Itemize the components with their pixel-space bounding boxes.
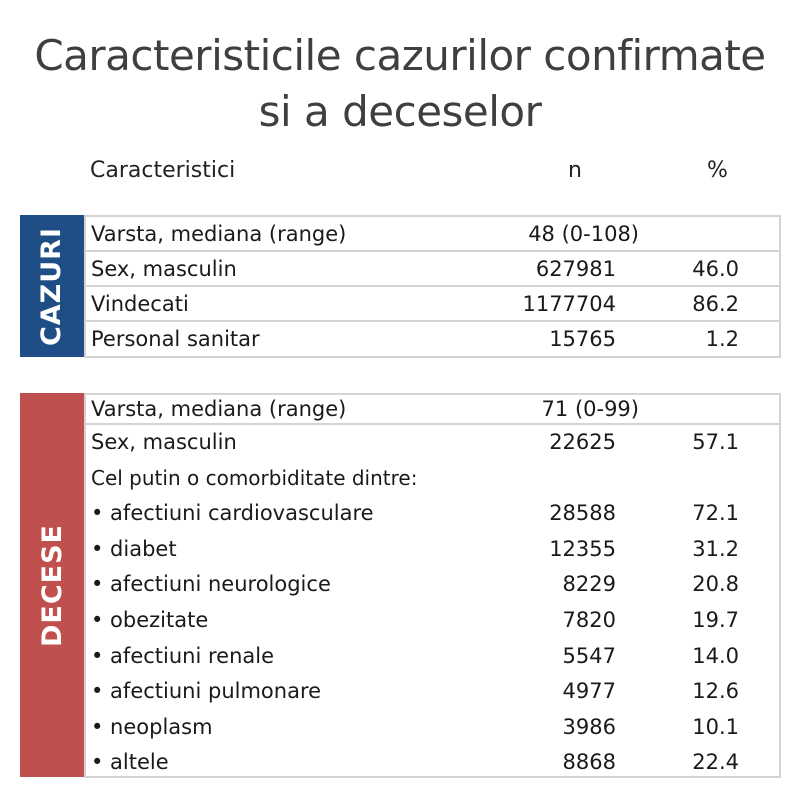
header-percent: % bbox=[707, 158, 728, 183]
row-label: Varsta, mediana (range) bbox=[91, 397, 347, 421]
row-n: 15765 bbox=[549, 327, 616, 351]
table-row bbox=[86, 745, 779, 781]
row-label: Personal sanitar bbox=[91, 327, 260, 351]
row-n: 3986 bbox=[562, 714, 616, 739]
table-decese bbox=[84, 393, 781, 778]
row-label: • afectiuni cardiovasculare bbox=[91, 501, 374, 526]
table-row bbox=[86, 217, 779, 252]
row-label: Varsta, mediana (range) bbox=[91, 222, 347, 246]
table-header bbox=[90, 154, 782, 190]
row-percent: 31.2 bbox=[692, 536, 739, 561]
table-row bbox=[86, 252, 779, 287]
row-label: Sex, masculin bbox=[91, 257, 237, 281]
table-row bbox=[86, 567, 779, 603]
table-row bbox=[86, 603, 779, 639]
row-percent: 46.0 bbox=[692, 257, 739, 281]
header-n: n bbox=[568, 158, 582, 183]
section-label-cazuri: CAZURI bbox=[36, 226, 68, 346]
row-n: 8229 bbox=[562, 572, 616, 597]
table-row bbox=[86, 674, 779, 710]
row-n: 627981 bbox=[535, 257, 616, 281]
row-percent: 57.1 bbox=[692, 430, 739, 454]
page-title bbox=[0, 28, 800, 140]
row-percent: 19.7 bbox=[692, 607, 739, 632]
row-label: • altele bbox=[91, 750, 169, 775]
row-n: 48 (0-108) bbox=[528, 222, 639, 246]
row-percent: 12.6 bbox=[692, 679, 739, 704]
row-label: • afectiuni renale bbox=[91, 643, 275, 668]
row-n: 5547 bbox=[562, 643, 616, 668]
row-label: • afectiuni neurologice bbox=[91, 572, 331, 597]
table-row bbox=[86, 287, 779, 322]
table-row bbox=[86, 461, 779, 497]
table-row bbox=[86, 710, 779, 746]
section-band-decese bbox=[20, 393, 84, 777]
row-n: 12355 bbox=[549, 536, 616, 561]
section-band-cazuri bbox=[20, 215, 84, 357]
row-n: 7820 bbox=[562, 607, 616, 632]
row-label: • afectiuni pulmonare bbox=[91, 679, 322, 704]
row-n: 4977 bbox=[562, 679, 616, 704]
row-percent: 10.1 bbox=[692, 714, 739, 739]
row-percent: 86.2 bbox=[692, 292, 739, 316]
title-line-1: Caracteristicile cazurilor confirmate bbox=[34, 31, 766, 80]
row-n: 22625 bbox=[549, 430, 616, 454]
row-label: • diabet bbox=[91, 536, 177, 561]
row-label: Vindecati bbox=[91, 292, 189, 316]
row-n: 71 (0-99) bbox=[541, 397, 639, 421]
section-label-decese: DECESE bbox=[36, 523, 68, 647]
row-percent: 22.4 bbox=[692, 750, 739, 775]
table-row bbox=[86, 639, 779, 675]
row-percent: 14.0 bbox=[692, 643, 739, 668]
header-characteristic: Caracteristici bbox=[90, 158, 236, 183]
table-row bbox=[86, 496, 779, 532]
table-row bbox=[86, 425, 779, 461]
row-percent: 72.1 bbox=[692, 501, 739, 526]
row-n: 28588 bbox=[549, 501, 616, 526]
table-row bbox=[86, 395, 779, 425]
table-row bbox=[86, 322, 779, 357]
row-label: • neoplasm bbox=[91, 714, 213, 739]
row-label: Sex, masculin bbox=[91, 430, 237, 454]
title-line-2: si a deceselor bbox=[258, 87, 542, 136]
table-cazuri bbox=[84, 215, 781, 358]
row-label: • obezitate bbox=[91, 607, 209, 632]
row-n: 1177704 bbox=[522, 292, 616, 316]
row-label: Cel putin o comorbiditate dintre: bbox=[91, 465, 418, 490]
row-percent: 1.2 bbox=[705, 327, 739, 351]
row-n: 8868 bbox=[562, 750, 616, 775]
row-percent: 20.8 bbox=[692, 572, 739, 597]
table-row bbox=[86, 532, 779, 568]
